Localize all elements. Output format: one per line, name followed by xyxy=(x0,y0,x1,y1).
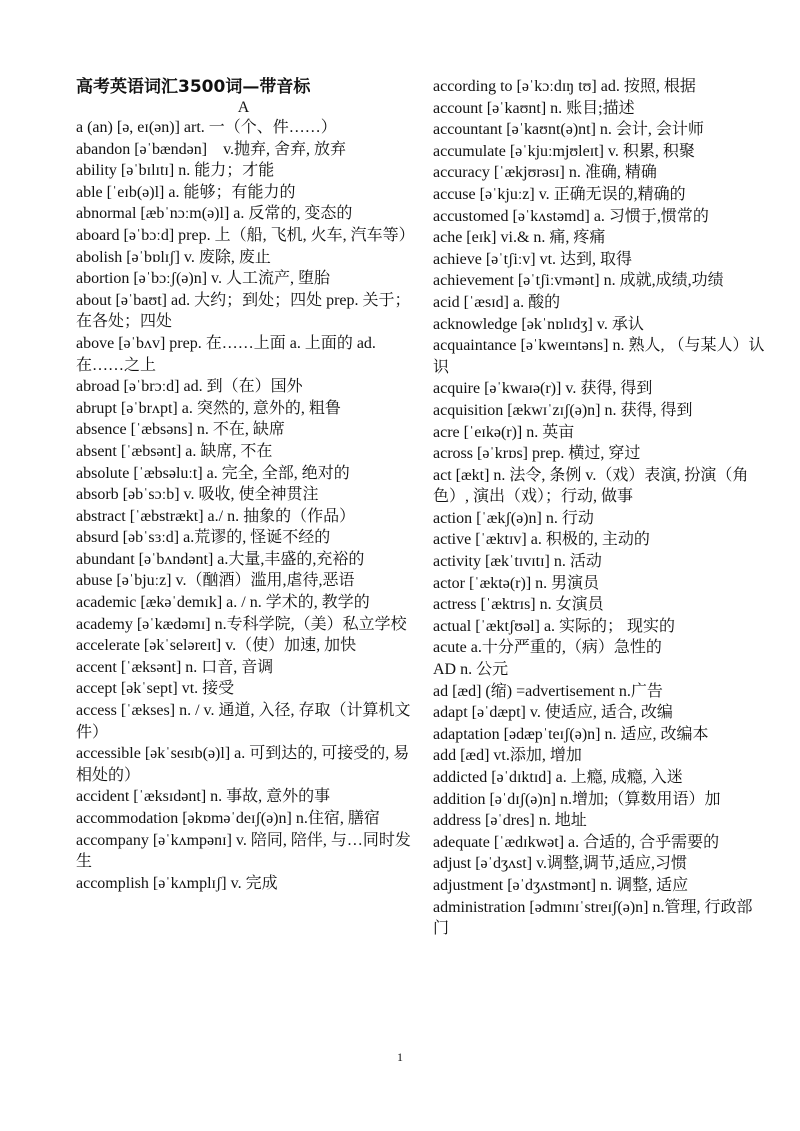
vocab-entry: actual [ˈæktʃʊəl] a. 实际的； 现实的 xyxy=(433,617,676,635)
vocab-entry: act [ækt] n. 法令, 条例 v.（戏）表演, 扮演（角色）, 演出（戏）；行动, 做事 xyxy=(433,466,749,506)
vocab-entry: account [əˈkaʊnt] n. 账目;描述 xyxy=(433,99,635,117)
vocab-entry: across [əˈkrɒs] prep. 横过, 穿过 xyxy=(433,445,641,463)
vocab-entry: acquisition [ækwɪˈzɪʃ(ə)n] n. 获得, 得到 xyxy=(433,401,693,419)
vocab-entry: actress [ˈæktrɪs] n. 女演员 xyxy=(433,596,604,614)
left-entry-list xyxy=(76,117,415,894)
vocab-entry: adjustment [əˈdʒʌstmənt] n. 调整, 适应 xyxy=(433,876,689,894)
vocab-entry: above [əˈbʌv] prep. 在……上面 a. 上面的 ad. 在……之上 xyxy=(76,334,376,374)
vocab-entry: absurd [əbˈsɜːd] a.荒谬的, 怪诞不经的 xyxy=(76,529,331,547)
vocab-entry: abolish [əˈbɒlɪʃ] v. 废除, 废止 xyxy=(76,248,271,266)
vocab-entry: accommodation [əkɒməˈdeɪʃ(ə)n] n.住宿, 膳宿 xyxy=(76,810,380,827)
section-letter: A xyxy=(237,99,250,116)
vocab-entry: academy [əˈkædəmɪ] n.专科学院,（美）私立学校 xyxy=(76,615,407,633)
vocab-entry: action [ˈækʃ(ə)n] n. 行动 xyxy=(433,509,594,527)
vocab-entry: absorb [əbˈsɔːb] v. 吸收, 使全神贯注 xyxy=(76,486,319,504)
vocab-entry: actor [ˈæktə(r)] n. 男演员 xyxy=(433,574,600,592)
vocab-entry: about [əˈbaʊt] ad. 大约；到处；四处 prep. 关于；在各处；四处 xyxy=(76,291,411,331)
vocab-entry: AD n. 公元 xyxy=(433,661,509,679)
vocab-entry: accompany [əˈkʌmpənɪ] v. 陪同, 陪伴, 与…同时发生 xyxy=(76,831,411,871)
right-entry-list xyxy=(433,76,768,940)
vocab-entry: accelerate [əkˈseləreɪt] v.（使）加速, 加快 xyxy=(76,637,357,655)
vocab-entry: achievement [əˈtʃiːvmənt] n. 成就,成绩,功绩 xyxy=(433,272,724,290)
vocab-entry: acquaintance [əˈkweɪntəns] n. 熟人, （与某人）认识 xyxy=(433,337,765,376)
vocab-entry: acquire [əˈkwaɪə(r)] v. 获得, 得到 xyxy=(433,380,653,398)
vocab-entry: accountant [əˈkaʊnt(ə)nt] n. 会计, 会计师 xyxy=(433,121,704,139)
vocab-entry: accumulate [əˈkjuːmjʊleɪt] v. 积累, 积聚 xyxy=(433,142,695,160)
vocab-entry: add [æd] vt.添加, 增加 xyxy=(433,747,582,765)
vocab-entry: achieve [əˈtʃiːv] vt. 达到, 取得 xyxy=(433,250,633,268)
vocab-entry: acid [ˈæsɪd] a. 酸的 xyxy=(433,293,561,311)
vocab-entry: accuracy [ˈækjʊrəsɪ] n. 准确, 精确 xyxy=(433,164,657,182)
page-number: 1 xyxy=(397,1050,403,1064)
vocab-entry: accuse [əˈkjuːz] v. 正确无误的,精确的 xyxy=(433,185,686,203)
vocab-entry: adaptation [ədæpˈteɪʃ(ə)n] n. 适应, 改编本 xyxy=(433,725,709,743)
vocab-entry: abandon [əˈbændən] v.抛弃, 舍弃, 放弃 xyxy=(76,140,347,158)
vocab-entry: ability [əˈbɪlɪtɪ] n. 能力；才能 xyxy=(76,162,275,180)
vocab-entry: ache [eɪk] vi.& n. 痛, 疼痛 xyxy=(433,229,606,247)
vocab-entry: according to [əˈkɔːdɪŋ tʊ] ad. 按照, 根据 xyxy=(433,78,696,95)
vocab-entry: adjust [əˈdʒʌst] v.调整,调节,适应,习惯 xyxy=(433,855,688,873)
vocab-entry: abroad [əˈbrɔːd] ad. 到（在）国外 xyxy=(76,378,303,396)
vocab-entry: accessible [əkˈsesɪb(ə)l] a. 可到达的, 可接受的, 易相处的） xyxy=(76,745,410,784)
vocab-entry: absolute [ˈæbsəluːt] a. 完全, 全部, 绝对的 xyxy=(76,464,350,482)
vocab-entry: addition [əˈdɪʃ(ə)n] n.增加;（算数用语）加 xyxy=(433,790,721,808)
vocab-entry: abuse [əˈbjuːz] v.（酗酒）滥用,虐待,恶语 xyxy=(76,572,355,590)
vocab-entry: ad [æd] (缩) =advertisement n.广告 xyxy=(433,682,663,700)
vocab-entry: abstract [ˈæbstrækt] a./ n. 抽象的（作品） xyxy=(76,507,356,525)
vocab-entry: abundant [əˈbʌndənt] a.大量,丰盛的,充裕的 xyxy=(76,550,365,568)
vocab-entry: accent [ˈæksənt] n. 口音, 音调 xyxy=(76,658,274,676)
vocab-entry: access [ˈækses] n. / v. 通道, 入径, 存取（计算机文件） xyxy=(76,702,411,741)
vocab-entry: adapt [əˈdæpt] v. 使适应, 适合, 改编 xyxy=(433,704,673,722)
vocab-entry: aboard [əˈbɔːd] prep. 上（船, 飞机, 火车, 汽车等） xyxy=(76,226,415,244)
right-column xyxy=(433,76,768,940)
vocab-entry: addicted [əˈdɪktɪd] a. 上瘾, 成瘾, 入迷 xyxy=(433,769,683,786)
document-title: 高考英语词汇3500词—带音标 xyxy=(76,77,311,97)
vocab-entry: acute a.十分严重的,（病）急性的 xyxy=(433,639,662,657)
vocab-entry: abnormal [æbˈnɔːm(ə)l] a. 反常的, 变态的 xyxy=(76,205,353,223)
vocab-entry: accident [ˈæksɪdənt] n. 事故, 意外的事 xyxy=(76,788,331,806)
vocab-entry: academic [ækəˈdemɪk] a. / n. 学术的, 教学的 xyxy=(76,594,370,612)
vocab-entry: absent [ˈæbsənt] a. 缺席, 不在 xyxy=(76,442,273,460)
vocab-entry: accept [əkˈsept] vt. 接受 xyxy=(76,680,235,698)
left-column xyxy=(76,76,415,894)
vocab-entry: active [ˈæktɪv] a. 积极的, 主动的 xyxy=(433,531,650,549)
vocab-entry: abrupt [əˈbrʌpt] a. 突然的, 意外的, 粗鲁 xyxy=(76,399,341,417)
vocab-entry: administration [ədmɪnɪˈstreɪʃ(ə)n] n.管理, 行政部门 xyxy=(433,898,753,938)
vocab-entry: address [əˈdres] n. 地址 xyxy=(433,812,587,830)
vocab-entry: acre [ˈeɪkə(r)] n. 英亩 xyxy=(433,423,575,441)
vocab-entry: adequate [ˈædɪkwət] a. 合适的, 合乎需要的 xyxy=(433,833,720,851)
vocab-entry: activity [ækˈtɪvɪtɪ] n. 活动 xyxy=(433,553,602,571)
vocab-entry: able [ˈeɪb(ə)l] a. 能够；有能力的 xyxy=(76,183,296,201)
vocab-entry: abortion [əˈbɔːʃ(ə)n] v. 人工流产, 堕胎 xyxy=(76,270,331,288)
vocab-entry: accustomed [əˈkʌstəmd] a. 习惯于,惯常的 xyxy=(433,207,709,225)
vocab-entry: accomplish [əˈkʌmplɪʃ] v. 完成 xyxy=(76,874,278,892)
vocab-entry: acknowledge [əkˈnɒlɪdʒ] v. 承认 xyxy=(433,315,644,333)
vocab-entry: absence [ˈæbsəns] n. 不在, 缺席 xyxy=(76,421,285,439)
vocab-entry: a (an) [ə, eɪ(ən)] art. 一（个、件……） xyxy=(76,119,337,136)
